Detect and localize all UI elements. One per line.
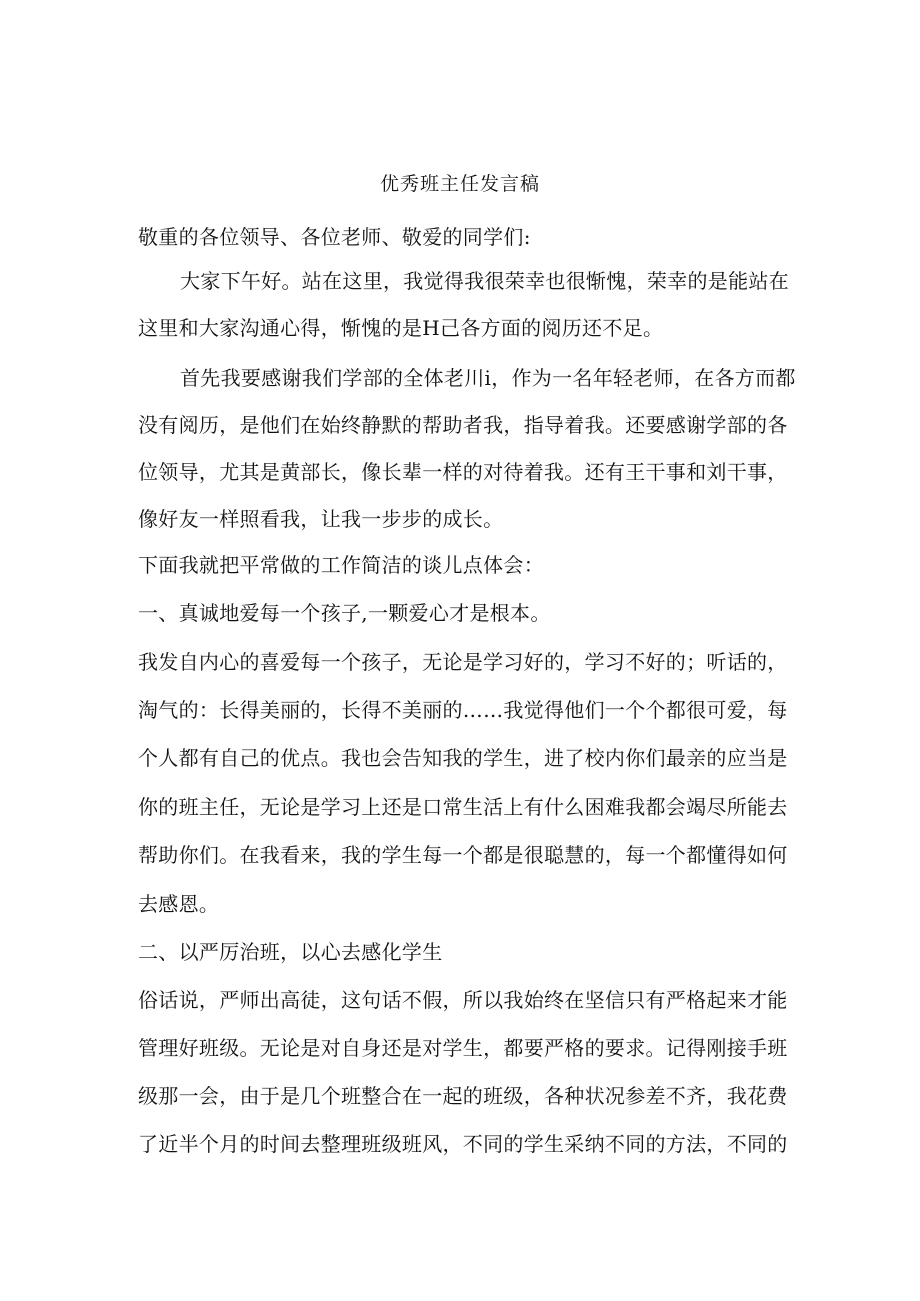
paragraph-line: 像好友一样照看我，让我一步步的成长。 bbox=[138, 507, 504, 531]
paragraph-line: 帮助你们。在我看来，我的学生每一个都是很聪慧的，每一个都懂得如何 bbox=[138, 843, 788, 867]
paragraph-line: 大家下午好。站在这里，我觉得我很荣幸也很惭愧，荣幸的是能站在 bbox=[180, 269, 789, 293]
paragraph-line: 淘气的：长得美丽的，长得不美丽的……我觉得他们一个个都很可爱，每 bbox=[138, 698, 788, 722]
document-title: 优秀班主任发言稿 bbox=[379, 173, 540, 195]
paragraph-line: 下面我就把平常做的工作简洁的谈儿点体会： bbox=[138, 553, 544, 577]
paragraph-line: 个人都有自己的优点。我也会告知我的学生，进了校内你们最亲的应当是 bbox=[138, 746, 788, 770]
paragraph-line: 位领导，尤其是黄部长，像长辈一样的对待着我。还有王干事和刘干事， bbox=[138, 460, 788, 484]
paragraph-line: 我发自内心的喜爱每一个孩子，无论是学习好的，学习不好的；听话的， bbox=[138, 650, 788, 674]
paragraph-line: 这里和大家沟通心得，惭愧的是H己各方面的阅历还不足。 bbox=[138, 316, 664, 340]
section-heading: 二、以严厉治班，以心去感化学生 bbox=[138, 940, 443, 964]
section-heading: 一、真诚地爱每一个孩子,一颗爱心才是根本。 bbox=[138, 601, 551, 625]
paragraph-line: 俗话说，严师出高徒，这句话不假，所以我始终在坚信只有严格起来才能 bbox=[138, 988, 788, 1012]
paragraph-line: 了近半个月的时间去整理班级班风，不同的学生采纳不同的方法，不同的 bbox=[138, 1132, 788, 1156]
paragraph-line: 你的班主任，无论是学习上还是口常生活上有什么困难我都会竭尽所能去 bbox=[138, 795, 788, 819]
paragraph-line: 级那一会，由于是几个班整合在一起的班级，各种状况参差不齐，我花费 bbox=[138, 1084, 788, 1108]
paragraph-line: 没有阅历，是他们在始终静默的帮助者我，指导着我。还要感谢学部的各 bbox=[138, 413, 788, 437]
salutation-line: 敬重的各位领导、各位老师、敬爱的同学们: bbox=[138, 225, 531, 249]
paragraph-line: 管理好班级。无论是对自身还是对学生，都要严格的要求。记得刚接手班 bbox=[138, 1036, 788, 1060]
paragraph-line: 去感恩。 bbox=[138, 892, 220, 916]
paragraph-line: 首先我要感谢我们学部的全体老川i，作为一名年轻老师，在各方而都 bbox=[180, 366, 796, 390]
